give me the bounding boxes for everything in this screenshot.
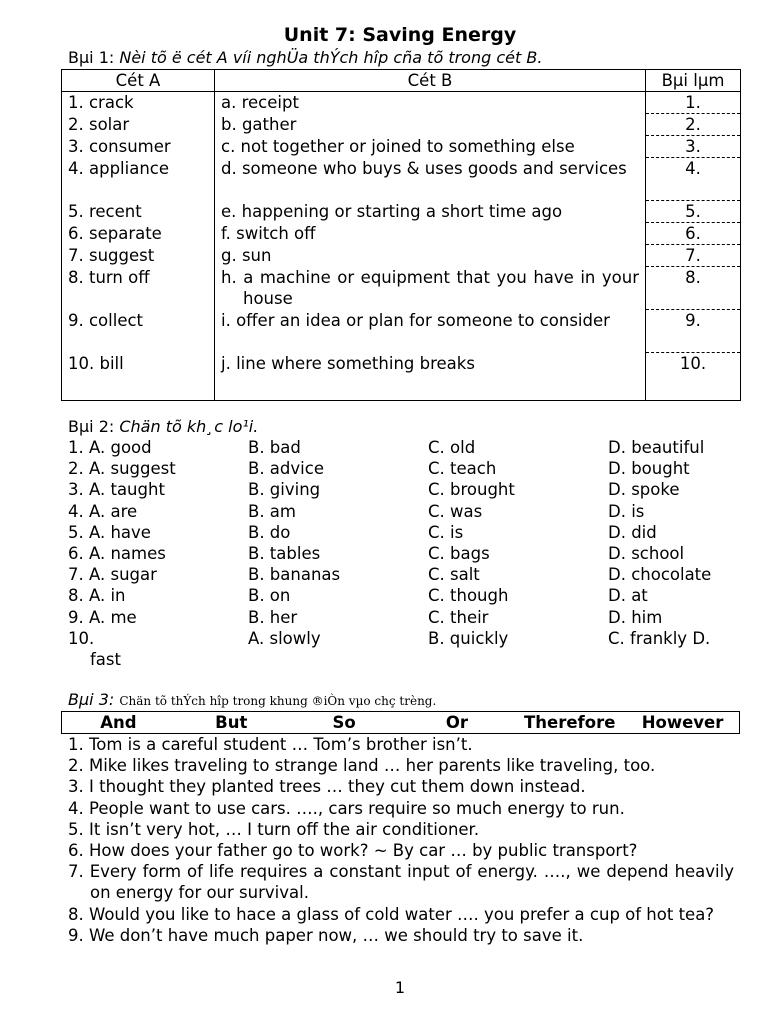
exercise-3-heading	[68, 690, 436, 709]
option-text: D. him	[608, 607, 663, 627]
option-text: D. at	[608, 586, 648, 606]
sentence-item: 8. Would you like to hace a glass of cold water …. you prefer a cup of hot tea?	[68, 904, 715, 924]
option-text: B. advice	[248, 459, 324, 479]
option-text: B. giving	[248, 480, 321, 500]
word-option: So	[332, 713, 356, 732]
column-b-definition: e. happening or starting a short time ago	[221, 202, 563, 221]
odd-one-out-row	[68, 564, 748, 585]
odd-one-out-row	[68, 437, 748, 458]
matching-row	[62, 223, 741, 245]
odd-one-out-list	[68, 437, 748, 670]
sentence-item: 3. I thought they planted trees … they cut them down instead.	[68, 777, 586, 797]
sentence-list	[68, 734, 734, 946]
column-a-term: 7. suggest	[62, 245, 215, 267]
option-text: 10.	[68, 628, 95, 648]
answer-slot: 9.	[685, 311, 701, 330]
odd-one-out-row	[68, 585, 748, 606]
document-title: Unit 7: Saving Energy	[283, 24, 517, 46]
exercise-3-label: Bµi 3:	[68, 690, 115, 709]
exercise-3-instruction: Chän tõ thÝch hîp trong khung ®iÒn vµo chç trèng.	[119, 694, 437, 708]
matching-table	[61, 69, 741, 401]
word-option: But	[215, 713, 248, 732]
matching-row	[62, 353, 741, 400]
column-a-term: 2. solar	[62, 114, 215, 136]
matching-row	[62, 136, 741, 158]
column-a-term: 5. recent	[62, 201, 215, 223]
answer-slot: 8.	[685, 268, 701, 287]
sentence-item: 5. It isn’t very hot, … I turn off the air conditioner.	[68, 819, 480, 839]
column-b-header: Cét B	[215, 70, 646, 92]
option-text: B. her	[248, 607, 298, 627]
matching-row	[62, 267, 741, 310]
option-text: 1. A. good	[68, 438, 152, 457]
option-text: C. brought	[428, 480, 515, 500]
word-option: However	[641, 713, 724, 732]
column-b-definition: a. receipt	[221, 93, 299, 112]
exercise-1-instruction: Nèi tõ ë cét A víi nghÜa thÝch hîp cña tõ trong cét B.	[119, 48, 543, 67]
option-text: B. quickly	[428, 628, 509, 648]
option-text: 4. A. are	[68, 501, 138, 521]
exercise-2-instruction: Chän tõ kh¸c lo¹i.	[119, 417, 259, 436]
column-b-definition: g. sun	[221, 246, 272, 265]
exercise-2-label: Bµi 2:	[68, 417, 115, 436]
option-text: 5. A. have	[68, 522, 151, 542]
sentence-item: 4. People want to use cars. …., cars require so much energy to run.	[68, 798, 625, 818]
column-a-term: 6. separate	[62, 223, 215, 245]
exercise-1-label: Bµi 1:	[68, 48, 115, 67]
option-text: D. did	[608, 522, 657, 542]
word-option: And	[100, 713, 137, 732]
sentence-item: 7. Every form of life requires a constant input of energy. …., we depend heavily on energy for our survival.	[68, 862, 734, 903]
option-text: 3. A. taught	[68, 480, 165, 500]
option-text: 8. A. in	[68, 586, 126, 606]
option-text: D. is	[608, 501, 645, 521]
odd-one-out-row	[68, 458, 748, 479]
sentence-item: 2. Mike likes traveling to strange land … her parents like traveling, too.	[68, 756, 656, 776]
option-text: C. old	[428, 438, 476, 457]
option-text: C. teach	[428, 459, 497, 479]
option-text: B. am	[248, 501, 296, 521]
answer-slot: 3.	[646, 136, 740, 158]
odd-one-out-row	[68, 543, 748, 564]
option-text: 7. A. sugar	[68, 565, 157, 585]
option-text: D. bought	[608, 459, 690, 479]
matching-row	[62, 245, 741, 267]
option-text: D. chocolate	[608, 565, 712, 585]
matching-row	[62, 310, 741, 353]
option-text: B. tables	[248, 543, 321, 563]
answer-slot: 10.	[679, 354, 707, 373]
column-a-term: 1. crack	[62, 92, 215, 115]
option-text: C. though	[428, 586, 509, 606]
option-text: 6. A. names	[68, 543, 166, 563]
option-text: 2. A. suggest	[68, 459, 176, 479]
answer-slot: 7.	[646, 245, 740, 267]
option-text: B. bad	[248, 438, 301, 457]
odd-one-out-row	[68, 501, 748, 522]
matching-row	[62, 92, 741, 115]
column-b-definition: j. line where something breaks	[221, 354, 475, 373]
option-text: A. slowly	[248, 628, 321, 648]
column-a-term: 9. collect	[62, 310, 215, 353]
sentence-item: 6. How does your father go to work? ~ By car … by public transport?	[68, 841, 638, 861]
option-text: C. salt	[428, 565, 480, 585]
column-b-definition: b. gather	[221, 115, 297, 134]
option-text: C. their	[428, 607, 489, 627]
option-text: 9. A. me	[68, 607, 137, 627]
column-a-header: Cét A	[62, 70, 215, 92]
option-text: C. was	[428, 501, 483, 521]
exercise-1-heading	[68, 48, 542, 67]
option-text: fast	[90, 649, 121, 669]
option-text: D. school	[608, 543, 685, 563]
word-option: Therefore	[524, 713, 616, 732]
exercise-2-heading	[68, 417, 258, 436]
column-a-term: 10. bill	[62, 353, 215, 400]
column-b-definition: i. offer an idea or plan for someone to consider	[221, 311, 610, 330]
matching-row	[62, 158, 741, 201]
option-text: C. frankly D.	[608, 628, 711, 648]
word-option: Or	[445, 713, 468, 732]
column-a-term: 3. consumer	[62, 136, 215, 158]
page-number: 1	[394, 978, 406, 997]
answer-slot: 2.	[646, 114, 740, 136]
column-b-definition: h. a machine or equipment that you have in your house	[221, 268, 639, 308]
word-box	[61, 711, 740, 734]
answer-slot: 5.	[646, 201, 740, 223]
odd-one-out-row	[68, 479, 748, 500]
answer-column-header: Bµi lµm	[646, 70, 741, 92]
matching-row	[62, 114, 741, 136]
column-b-definition: c. not together or joined to something else	[221, 137, 575, 156]
answer-slot: 4.	[685, 159, 701, 178]
column-b-definition: f. switch off	[221, 224, 316, 243]
answer-slot: 6.	[646, 223, 740, 245]
option-text: B. on	[248, 586, 291, 606]
option-text: D. spoke	[608, 480, 680, 500]
column-b-definition: d. someone who buys & uses goods and services	[221, 159, 627, 178]
option-text: C. bags	[428, 543, 490, 563]
option-text: B. do	[248, 522, 291, 542]
sentence-item: 1. Tom is a careful student … Tom’s brother isn’t.	[68, 735, 473, 754]
odd-one-out-row	[68, 522, 748, 543]
matching-table-body	[62, 92, 741, 401]
column-a-term: 8. turn off	[62, 267, 215, 310]
odd-one-out-row	[68, 607, 748, 628]
answer-slot: 1.	[646, 92, 740, 114]
odd-one-out-row	[68, 628, 748, 649]
column-a-term: 4. appliance	[62, 158, 215, 201]
sentence-item: 9. We don’t have much paper now, … we should try to save it.	[68, 925, 584, 945]
option-text: D. beautiful	[608, 438, 705, 457]
matching-row	[62, 201, 741, 223]
option-text: B. bananas	[248, 565, 341, 585]
option-text: C. is	[428, 522, 464, 542]
